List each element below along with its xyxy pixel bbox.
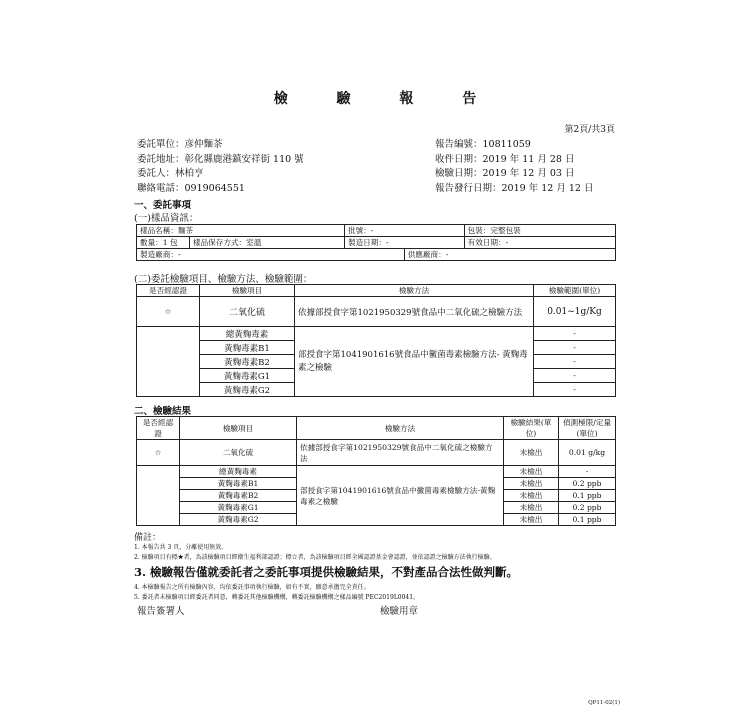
result-afla-item: 黃麴毒素G1 xyxy=(180,502,297,514)
issue-date: 報告發行日期：2019 年 12 月 12 日 xyxy=(435,182,594,194)
result-so2-method: 依據部授食字第1021950329號食品中二氧化硫之檢驗方法 xyxy=(297,440,504,466)
scope-afla-item: 總黃麴毒素 xyxy=(200,327,295,341)
result-afla-cert-empty xyxy=(137,466,180,526)
result-afla-limit: 0.2 ppb xyxy=(559,502,616,514)
result-header-result: 檢驗結果(單位) xyxy=(504,417,559,440)
result-header-method: 檢驗方法 xyxy=(297,417,504,440)
result-header-limit: 偵測極限/定量(單位) xyxy=(559,417,616,440)
received-date: 收件日期：2019 年 11 月 28 日 xyxy=(435,153,575,165)
sample-maker: 製造廠商：- xyxy=(137,249,405,261)
result-afla-result: 未檢出 xyxy=(504,466,559,478)
result-so2-item: 二氧化硫 xyxy=(180,440,297,466)
scope-afla-range: - xyxy=(534,341,616,355)
result-header-item: 檢驗項目 xyxy=(180,417,297,440)
form-code: QP11-02(1) xyxy=(588,700,620,706)
report-info xyxy=(435,138,593,196)
result-afla-item: 黃麴毒素B2 xyxy=(180,490,297,502)
sample-info-heading: (一)樣品資訊： xyxy=(134,213,199,224)
sample-exp-date: 有效日期：- xyxy=(464,237,615,249)
scope-header-method: 檢驗方法 xyxy=(295,285,534,297)
inspection-seal: 檢驗用章 xyxy=(380,606,419,617)
scope-afla-range: - xyxy=(534,327,616,341)
result-afla-result: 未檢出 xyxy=(504,514,559,526)
sample-info-table xyxy=(136,224,616,261)
result-table xyxy=(136,416,616,526)
scope-afla-item: 黃麴毒素G1 xyxy=(200,369,295,383)
note-4: 4. 本檢驗報告之所有檢驗內容，均依委託事項執行檢驗，如有不實，願意承擔完全責任。 xyxy=(134,584,370,591)
sample-batch: 批號：- xyxy=(345,225,465,237)
result-so2-limit: 0.01 g/kg xyxy=(559,440,616,466)
sample-storage: 樣品保存方式：室溫 xyxy=(190,237,345,249)
result-afla-item: 黃麴毒素G2 xyxy=(180,514,297,526)
result-afla-result: 未檢出 xyxy=(504,490,559,502)
scope-afla-cert-empty xyxy=(137,327,200,397)
client-person: 委託人：林柏亨 xyxy=(137,168,204,179)
scope-so2-method: 依據部授食字第1021950329號食品中二氧化硫之檢驗方法 xyxy=(295,297,534,327)
result-afla-limit: 0.2 ppb xyxy=(559,478,616,490)
note-1: 1. 本報告共 3 頁，分離使用無效。 xyxy=(134,544,228,551)
client-unit: 委託單位：彦仲麵茶 xyxy=(137,139,223,150)
note-2: 2. 檢驗項目有標★者，為該檢驗項目經衛生福利部認證；標☆者，為該檢驗項目經全國認證基金會認證，並依認證之檢驗方法執行檢驗。 xyxy=(134,553,496,561)
notes-heading: 備註： xyxy=(134,533,162,543)
report-title: 檢 驗 報 告 xyxy=(273,91,499,107)
sample-qty: 數量：1 包 xyxy=(137,237,190,249)
client-phone: 聯絡電話：0919064551 xyxy=(137,182,245,194)
scope-heading: (二)委託檢驗項目、檢驗方法、檢驗範圍： xyxy=(134,274,313,285)
scope-afla-method: 部授食字第1041901616號食品中黴菌毒素檢驗方法- 黃麴毒素之檢驗 xyxy=(295,327,534,397)
client-info xyxy=(137,138,304,196)
scope-afla-range: - xyxy=(534,383,616,397)
scope-afla-item: 黃麴毒素G2 xyxy=(200,383,295,397)
scope-so2-item: 二氧化硫 xyxy=(200,297,295,327)
scope-afla-range: - xyxy=(534,355,616,369)
result-afla-limit: 0.1 ppb xyxy=(559,490,616,502)
result-afla-item: 黃麴毒素B1 xyxy=(180,478,297,490)
result-afla-result: 未檢出 xyxy=(504,502,559,514)
page-number: 第2頁/共3頁 xyxy=(564,125,615,135)
scope-afla-item: 黃麴毒素B1 xyxy=(200,341,295,355)
scope-table xyxy=(136,284,616,397)
result-header-cert: 是否經認證 xyxy=(137,417,180,440)
scope-so2-range: 0.01~1g/Kg xyxy=(534,297,616,327)
scope-header-range: 檢驗範圍(單位) xyxy=(534,285,616,297)
sample-name: 樣品名稱：麵茶 xyxy=(137,225,345,237)
client-address: 委託地址：彰化縣鹿港鎮安祥街 110 號 xyxy=(137,153,304,165)
sample-supplier: 供應廠商：- xyxy=(404,249,615,261)
sample-package: 包裝：完整包裝 xyxy=(464,225,615,237)
result-so2-result: 未檢出 xyxy=(504,440,559,466)
result-so2-cert: ☆ xyxy=(137,440,180,466)
sample-mfg-date: 製造日期：- xyxy=(345,237,465,249)
report-signer: 報告簽署人 xyxy=(137,606,185,617)
result-afla-method: 部授食字第1041901616號食品中黴菌毒素檢驗方法-黃麴毒素之檢驗 xyxy=(297,466,504,526)
result-afla-result: 未檢出 xyxy=(504,478,559,490)
result-afla-limit: - xyxy=(559,466,616,478)
scope-header-item: 檢驗項目 xyxy=(200,285,295,297)
section-1-heading: 一、委託事項 xyxy=(134,200,192,211)
result-afla-limit: 0.1 ppb xyxy=(559,514,616,526)
result-afla-item: 總黃麴毒素 xyxy=(180,466,297,478)
test-date: 檢驗日期：2019 年 12 月 03 日 xyxy=(435,168,575,179)
report-number: 報告編號：10811059 xyxy=(435,139,531,150)
scope-so2-cert: ☆ xyxy=(137,297,200,327)
section-2-heading: 二、檢驗結果 xyxy=(134,406,192,417)
scope-afla-item: 黃麴毒素B2 xyxy=(200,355,295,369)
note-3: 3. 檢驗報告僅就委託者之委託事項提供檢驗結果，不對產品合法性做判斷。 xyxy=(134,565,519,579)
scope-afla-range: - xyxy=(534,369,616,383)
scope-header-cert: 是否經認證 xyxy=(137,285,200,297)
notes xyxy=(134,530,614,602)
note-5: 5. 委託者未檢驗項目經委託者同意，轉委託其他檢驗機構，轉委託檢驗機構之樣品編號 PEC2019L0041。 xyxy=(134,593,420,601)
